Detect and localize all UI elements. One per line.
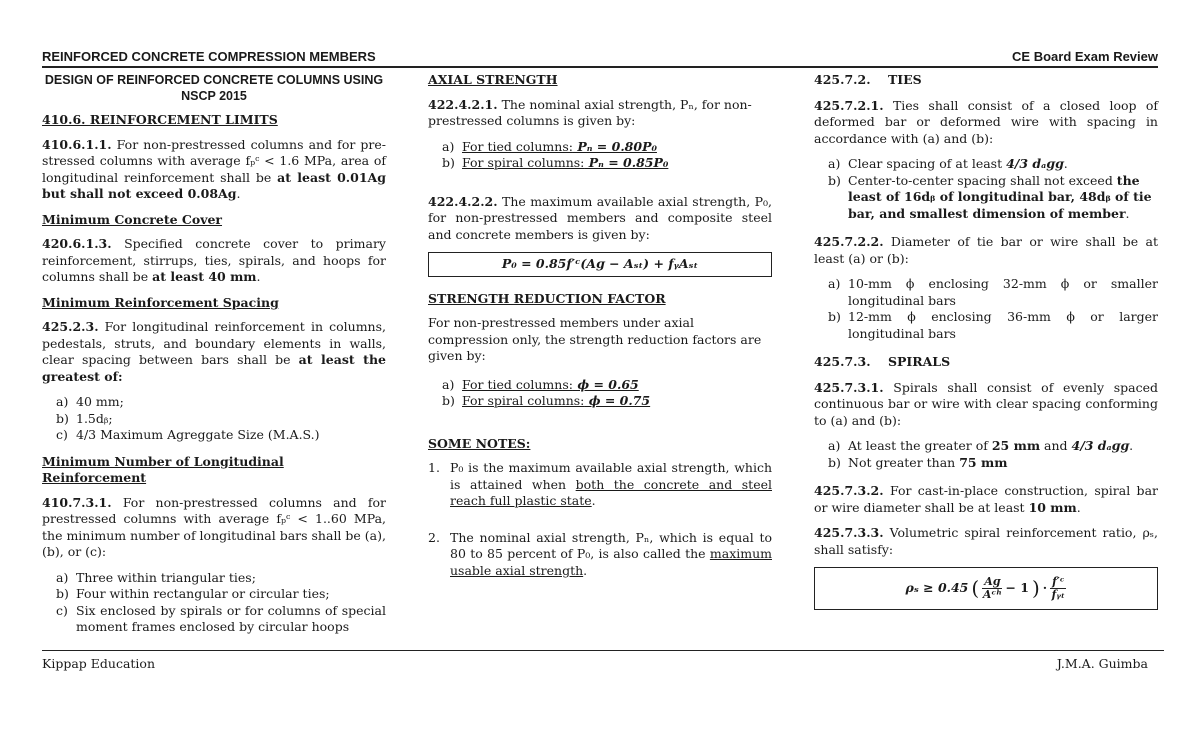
list-item: b) For spiral columns: ϕ = 0.75 [442, 393, 651, 408]
list-item: a) 10-mm ϕ enclosing 32-mm ϕ or smaller longitudinal bars [828, 276, 1158, 308]
list-item: 1. P₀ is the maximum available axial strength, which is attained when both the concrete and steel reach full plastic state. [428, 460, 772, 508]
list-item: a) Three within triangular ties; [56, 569, 256, 585]
spiral-spacing-list [814, 438, 1158, 471]
spacing-list [42, 394, 386, 444]
list-item: b) 12-mm ϕ enclosing 36-mm ϕ or larger longitudinal bars [828, 309, 1158, 341]
footer-publisher: Kippap Education [42, 656, 155, 671]
header-course: CE Board Exam Review [1012, 49, 1158, 64]
document-title: DESIGN OF REINFORCED CONCRETE COLUMNS USING NSCP 2015 [44, 73, 384, 103]
paragraph: 425.7.3.3. Volumetric spiral reinforcement ratio, ρₛ, shall satisfy: [814, 525, 1158, 557]
bars-list [42, 570, 386, 636]
list-item: b) 1.5dᵦ; [56, 410, 113, 426]
footer-author: J.M.A. Guimba [1056, 656, 1148, 671]
paragraph: 425.7.3.2. For cast-in-place construction, spiral bar or wire diameter shall be at least 10 mm. [814, 483, 1158, 515]
ties-list [814, 156, 1158, 222]
paragraph: 425.7.2.2. Diameter of tie bar or wire shall be at least (a) or (b): [814, 234, 1158, 266]
paragraph: 422.4.2.1. The nominal axial strength, Pₙ, for non-prestressed columns is given by: [428, 96, 752, 128]
paragraph: 425.2.3. For longitudinal reinforcement in columns, pedestals, struts, and boundary elements in walls, clear spacing between bars shall be at least the greatest of: [42, 319, 386, 384]
section-heading: Minimum Number of Longitudinal Reinforcement [42, 453, 284, 485]
list-item: b) Center-to-center spacing shall not exceed the least of 16dᵦ of longitudinal bar, 48dᵦ of tie bar, and smallest dimension of member. [828, 172, 1152, 221]
list-item: c) 4/3 Maximum Agreggate Size (M.A.S.) [56, 427, 320, 442]
list-item: b) Not greater than 75 mm [828, 454, 1008, 470]
list-item: a) 40 mm; [56, 394, 124, 409]
list-item: a) For tied columns: ϕ = 0.65 [442, 376, 639, 392]
list-item: 2. The nominal axial strength, Pₙ, which is equal to 80 to 85 percent of P₀, is also called the maximum usable axial strength. [428, 529, 772, 578]
axial-strength-equation: P₀ = 0.85f′ᶜ(Aɡ − Aₛₜ) + fᵧAₛₜ [428, 252, 772, 277]
paragraph: 422.4.2.2. The maximum available axial strength, P₀, for non-prestressed members and composite steel and concrete members is given by: [428, 193, 772, 242]
notes-list [428, 460, 772, 579]
column-3 [814, 72, 1158, 610]
paragraph: 410.6.1.1. For non-prestressed columns and for pre-stressed columns with average fₚᶜ < 1.6 MPa, area of longitudinal reinforcement shall be at least 0.01Aɡ but shall not exceed 0.08Aɡ. [42, 136, 386, 201]
footer-rule [42, 650, 1164, 651]
list-item: c) Six enclosed by spirals or for columns of special moment frames enclosed by circular hoops [56, 602, 386, 634]
paragraph: For non-prestressed members under axial compression only, the strength reduction factors are given by: [428, 315, 762, 363]
section-heading: STRENGTH REDUCTION FACTOR [428, 290, 666, 306]
tie-diameter-list [814, 276, 1158, 342]
column-2 [428, 72, 772, 599]
list-item: a) At least the greater of 25 mm and 4/3 dₐɡɡ. [828, 438, 1134, 453]
paragraph: 410.7.3.1. For non-prestressed columns and for prestressed columns with average fₚᶜ < 1..60 MPa, the minimum number of longitudinal bars shall be (a), (b), or (c): [42, 494, 386, 559]
spiral-ratio-equation: ρₛ ≥ 0.45 ( Aɡ Aᶜʰ − 1 ) · f′ᶜ fᵧₜ [814, 567, 1158, 610]
list-item: b) For spiral columns: Pₙ = 0.85P₀ [442, 155, 669, 170]
list-item: b) Four within rectangular or circular ties; [56, 586, 330, 601]
page-header [42, 42, 1158, 68]
section-heading: 425.7.2. TIES [814, 72, 922, 87]
header-title: REINFORCED CONCRETE COMPRESSION MEMBERS [42, 49, 376, 64]
paragraph: 420.6.1.3. Specified concrete cover to primary reinforcement, stirrups, ties, spirals, and hoops for columns shall be at least 40 mm. [42, 236, 386, 284]
section-heading: 410.6. REINFORCEMENT LIMITS [42, 112, 278, 127]
list-item: a) Clear spacing of at least 4/3 dₐɡɡ. [828, 156, 1068, 171]
section-heading: AXIAL STRENGTH [428, 72, 558, 87]
paragraph: 425.7.2.1. Ties shall consist of a closed loop of deformed bar or deformed wire with spacing in accordance with (a) and (b): [814, 97, 1158, 146]
column-1 [42, 72, 386, 646]
reduction-factor-list [428, 377, 772, 410]
page-footer [42, 656, 1148, 671]
list-item: a) For tied columns: Pₙ = 0.80P₀ [442, 138, 657, 154]
section-heading: 425.7.3. SPIRALS [814, 354, 951, 369]
section-heading: Minimum Concrete Cover [42, 211, 223, 227]
nominal-strength-list [428, 139, 772, 172]
paragraph: 425.7.3.1. Spirals shall consist of evenly spaced continuous bar or wire with clear spacing conforming to (a) and (b): [814, 379, 1158, 428]
section-heading: Minimum Reinforcement Spacing [42, 294, 279, 310]
section-heading: SOME NOTES: [428, 435, 531, 451]
